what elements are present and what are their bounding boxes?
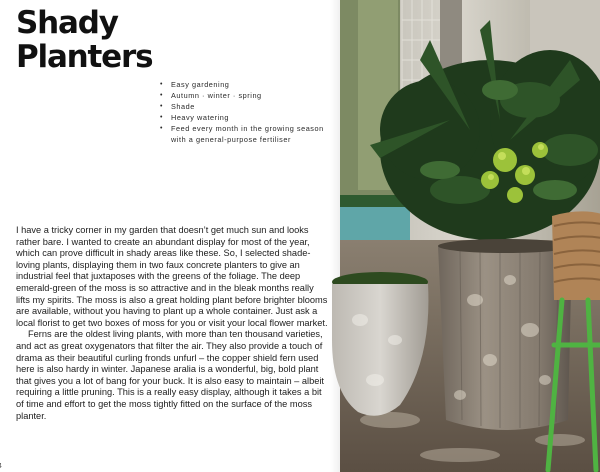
- fact-light: • Shade: [158, 101, 334, 112]
- paragraph-1: I have a tricky corner in my garden that doesn’t get much sun and looks rather bare. I wanted to create an abundant display for most of the year, which can prove difficult in shady areas like these. So, I selected shade-loving plants, displaying them in two faux concrete planters to give an industrial feel that juxtaposes with the greens of the foliage. The deep emerald-green of the moss is so attractive and in the bleak months really lifts my spirits. The moss is also a great holding plant before brighter blooms are available, without you having to plant up a whole container. Just ask a local florist to get two boxes of moss for you or visit your local flower market.: [16, 225, 328, 328]
- fact-feeding: • Feed every month in the growing season with a general-purpose fertiliser: [158, 123, 334, 145]
- page-number: [0, 463, 2, 470]
- paragraph-2: Ferns are the oldest living plants, with more than ten thousand varieties, and act as great oxygenators that filter the air. They also provide a touch of drama as their beautiful curling fronds unfurl – the copper shield fern used here is also hardy in winter. Japanese aralia is a wonderful, big, bold plant that gives you a lot of bang for your buck. It is also easy to maintain – albeit requiring a little pruning. This is a really easy display, although it takes a bit of time and effort to get the moss tightly fitted on the surface of the moss planter.: [16, 329, 324, 421]
- book-gutter: [330, 0, 340, 472]
- title-line-2: Planters: [16, 39, 153, 75]
- body-text: [16, 225, 330, 422]
- fact-seasons: • Autumn · winter · spring: [158, 90, 334, 101]
- title-line-1: Shady: [16, 5, 118, 41]
- page-title: [16, 6, 152, 74]
- plant-facts-list: [158, 79, 334, 146]
- planter-photo: [340, 0, 600, 472]
- fact-watering: • Heavy watering: [158, 112, 334, 123]
- fact-difficulty: • Easy gardening: [158, 79, 334, 90]
